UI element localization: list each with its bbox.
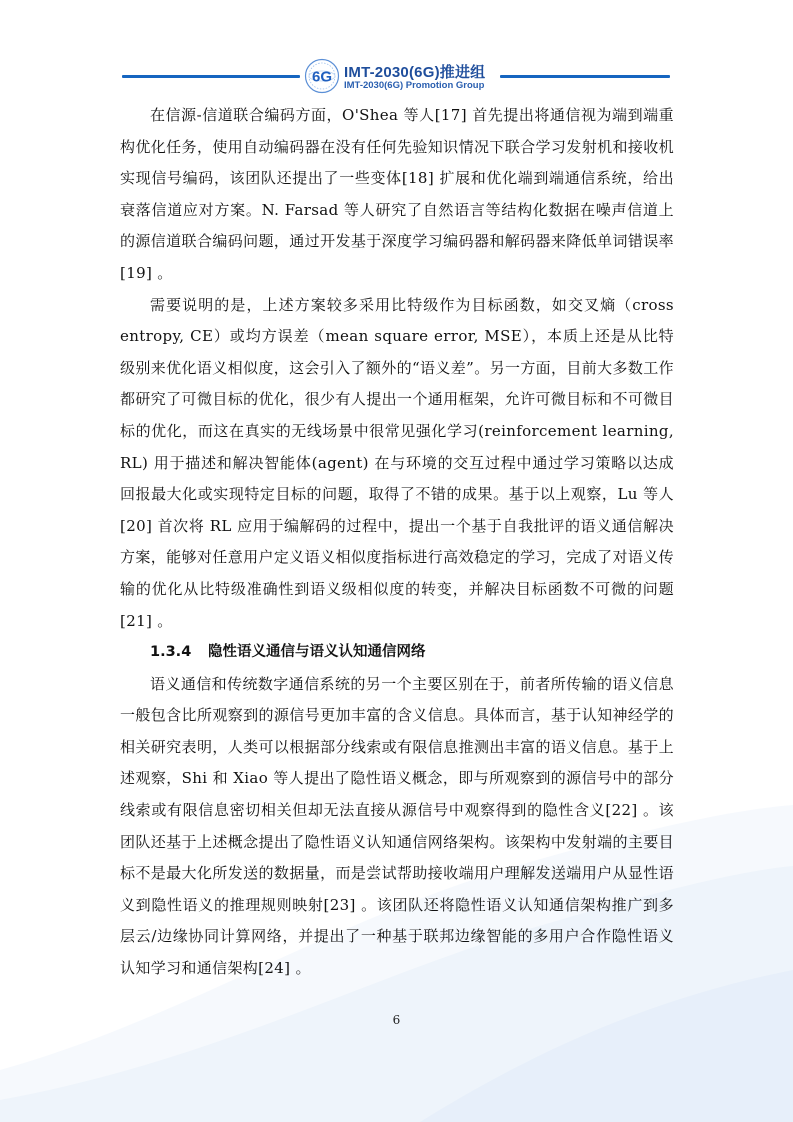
page-header [0, 56, 793, 96]
header-rule-left [122, 75, 300, 78]
page-number: 6 [392, 1013, 401, 1027]
document-body [120, 100, 674, 985]
paragraph-joint-coding: 在信源-信道联合编码方面，O'Shea 等人[17] 首先提出将通信视为端到端重构优化任务，使用自动编码器在没有任何先验知识情况下联合学习发射机和接收机实现信号编码，该团队还提出了一些变体[18] 扩展和优化端到端通信系统，给出衰落信道应对方案。N. Farsad 等人研究了自然语言等结构化数据在噪声信道上的源信道联合编码问题，通过开发基于深度学习编码器和解码器来降低单词错误率[19] 。 [120, 106, 674, 282]
paragraph-implicit-semantics: 语义通信和传统数字通信系统的另一个主要区别在于，前者所传输的语义信息一般包含比所观察到的源信号更加丰富的含义信息。具体而言，基于认知神经学的相关研究表明，人类可以根据部分线索或有限信息推测出丰富的语义信息。基于上述观察，Shi 和 Xiao 等人提出了隐性语义概念，即与所观察到的源信号中的部分线索或有限信息密切相关但却无法直接从源信号中观察得到的隐性含义[22] 。该团队还基于上述概念提出了隐性语义认知通信网络架构。该架构中发射端的主要目标不是最大化所发送的数据量，而是尝试帮助接收端用户理解发送端用户从显性语义到隐性语义的推理规则映射[23] 。该团队还将隐性语义认知通信架构推广到多层云/边缘协同计算网络，并提出了一种基于联邦边缘智能的多用户合作隐性语义认知学习和通信架构[24] 。 [120, 674, 674, 978]
org-subtitle: IMT-2030(6G) Promotion Group [344, 80, 485, 91]
svg-text:6G: 6G [311, 68, 333, 86]
section-heading [120, 637, 674, 669]
6g-globe-logo-icon [304, 58, 340, 94]
org-title: IMT-2030(6G)推进组 [344, 64, 486, 81]
header-rule-right [500, 75, 670, 78]
header-logo [300, 56, 500, 96]
paragraph-objective-functions: 需要说明的是，上述方案较多采用比特级作为目标函数，如交叉熵（cross entropy, CE）或均方误差（mean square error, MSE），本质上还是从比特级别来优化语义相似度，这会引入了额外的“语义差”。另一方面，目前大多数工作都研究了可微目标的优化，很少有人提出一个通用框架，允许可微目标和不可微目标的优化，而这在真实的无线场景中很常见强化学习(reinforcement learning, RL) 用于描述和解决智能体(agent) 在与环境的交互过程中通过学习策略以达成回报最大化或实现特定目标的问题，取得了不错的成果。基于以上观察，Lu 等人[20] 首次将 RL 应用于编解码的过程中，提出一个基于自我批评的语义通信解决方案，能够对任意用户定义语义相似度指标进行高效稳定的学习，完成了对语义传输的优化从比特级准确性到语义级相似度的转变，并解决目标函数不可微的问题[21] 。 [120, 295, 674, 630]
section-title: 隐性语义通信与语义认知通信网络 [208, 644, 426, 661]
section-number: 1.3.4 [150, 644, 192, 661]
